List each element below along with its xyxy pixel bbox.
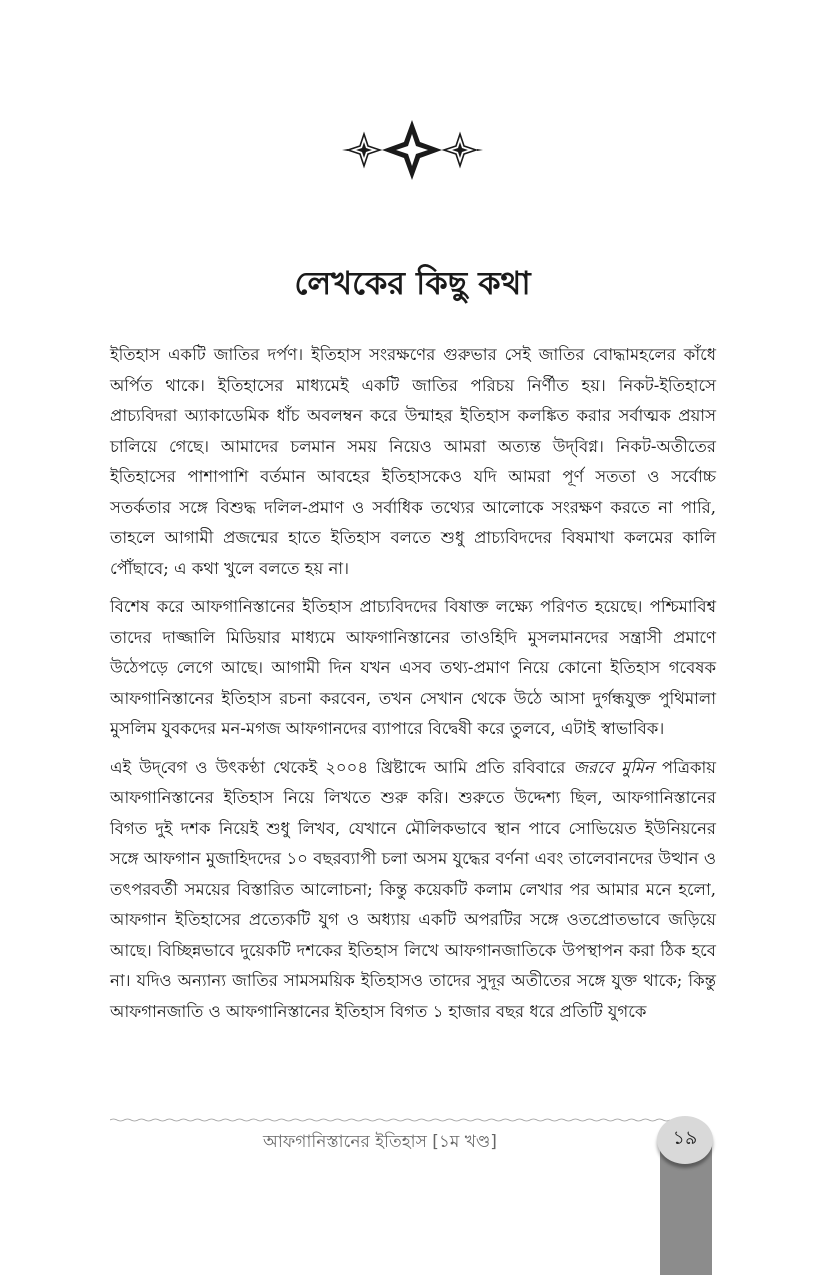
paragraph-3-rest: পত্রিকায় আফগানিস্তানের ইতিহাস নিয়ে লিখতে শুরু করি। শুরুতে উদ্দেশ্য ছিল, আফগানিস্তানের বিগত দুই দশক নিয়েই শুধু লিখব, যেখানে মৌলিকভাবে স্থান পাবে সোভিয়েত ইউনিয়নের সঙ্গে আফগান মুজাহিদদের ১০ বছরব্যাপী চলা অসম যুদ্ধের বর্ণনা এবং তালেবানদের উত্থান ও তৎপরবর্তী সময়ের বিস্তারিত আলোচনা; কিন্তু কয়েকটি কলাম লেখার পর আমার মনে হলো, আফগান ইতিহাসের প্রত্যেকটি যুগ ও অধ্যায় একটি অপরটির সঙ্গে ওতপ্রোতভাবে জড়িয়ে আছে। বিচ্ছিন্নভাবে দুয়েকটি দশকের ইতিহাস লিখে আফগানজাতিকে উপস্থাপন করা ঠিক হবে না। যদিও অন্যান্য জাতির সামসময়িক ইতিহাসও তাদের সুদূর অতীতের সঙ্গে যুক্ত থাকে; কিন্তু আফগানজাতি ও আফগানিস্তানের ইতিহাস বিগত ১ হাজার বছর ধরে প্রতিটি যুগকে [110, 757, 716, 1021]
four-point-star-ornament-icon [340, 118, 485, 182]
footer-divider [110, 1118, 670, 1122]
page-number: ১৯ [672, 1127, 698, 1149]
paragraph-1: ইতিহাস একটি জাতির দর্পণ। ইতিহাস সংরক্ষণের গুরুভার সেই জাতির বোদ্ধামহলের কাঁধে অর্পিত থাকে। ইতিহাসের মাধ্যমেই একটি জাতির পরিচয় নির্ণীত হয়। নিকট-ইতিহাসে প্রাচ্যবিদরা অ্যাকাডেমিক ধাঁচ অবলম্বন করে উন্মাহর ইতিহাস কলঙ্কিত করার সর্বাত্মক প্রয়াস চালিয়ে গেছে। আমাদের চলমান সময় নিয়েও আমরা অত্যন্ত উদ্‌বিগ্ন। নিকট-অতীতের ইতিহাসের পাশাপাশি বর্তমান আবহের ইতিহাসকেও যদি আমরা পূর্ণ সততা ও সর্বোচ্চ সতর্কতার সঙ্গে বিশুদ্ধ দলিল-প্রমাণ ও সর্বাধিক তথ্যের আলোকে সংরক্ষণ করতে না পারি, তাহলে আগামী প্রজন্মের হাতে ইতিহাস বলতে শুধু প্রাচ্যবিদদের বিষমাখা কলমের কালি পৌঁছাবে; এ কথা খুলে বলতে হয় না। [110, 345, 716, 578]
paragraph-3 [110, 753, 716, 1028]
newspaper-name: জরবে মুমিন [573, 757, 654, 777]
running-footer-title: আফগানিস্তানের ইতিহাস [১ম খণ্ড] [263, 1132, 497, 1152]
chapter-title: লেখকের কিছু কথা [294, 264, 531, 302]
page-number-badge [657, 1116, 713, 1164]
body-text [110, 340, 716, 1035]
paragraph-3-start: এই উদ্‌বেগ ও উৎকণ্ঠা থেকেই ২০০৪ খ্রিষ্টাব্দে আমি প্রতি রবিবারে [110, 757, 574, 777]
paragraph-2: বিশেষ করে আফগানিস্তানের ইতিহাস প্রাচ্যবিদদের বিষাক্ত লক্ষ্যে পরিণত হয়েছে। পশ্চিমাবিশ্ব তাদের দাজ্জালি মিডিয়ার মাধ্যমে আফগানিস্তানের তাওহিদি মুসলমানদের সন্ত্রাসী প্রমাণে উঠেপড়ে লেগে আছে। আগামী দিন যখন এসব তথ্য-প্রমাণ নিয়ে কোনো ইতিহাস গবেষক আফগানিস্তানের ইতিহাস রচনা করবেন, তখন সেখান থেকে উঠে আসা দুর্গন্ধযুক্ত পুথিমালা মুসলিম যুবকদের মন-মগজ আফগানদের ব্যাপারে বিদ্বেষী করে তুলবে, এটাই স্বাভাবিক। [110, 597, 716, 738]
